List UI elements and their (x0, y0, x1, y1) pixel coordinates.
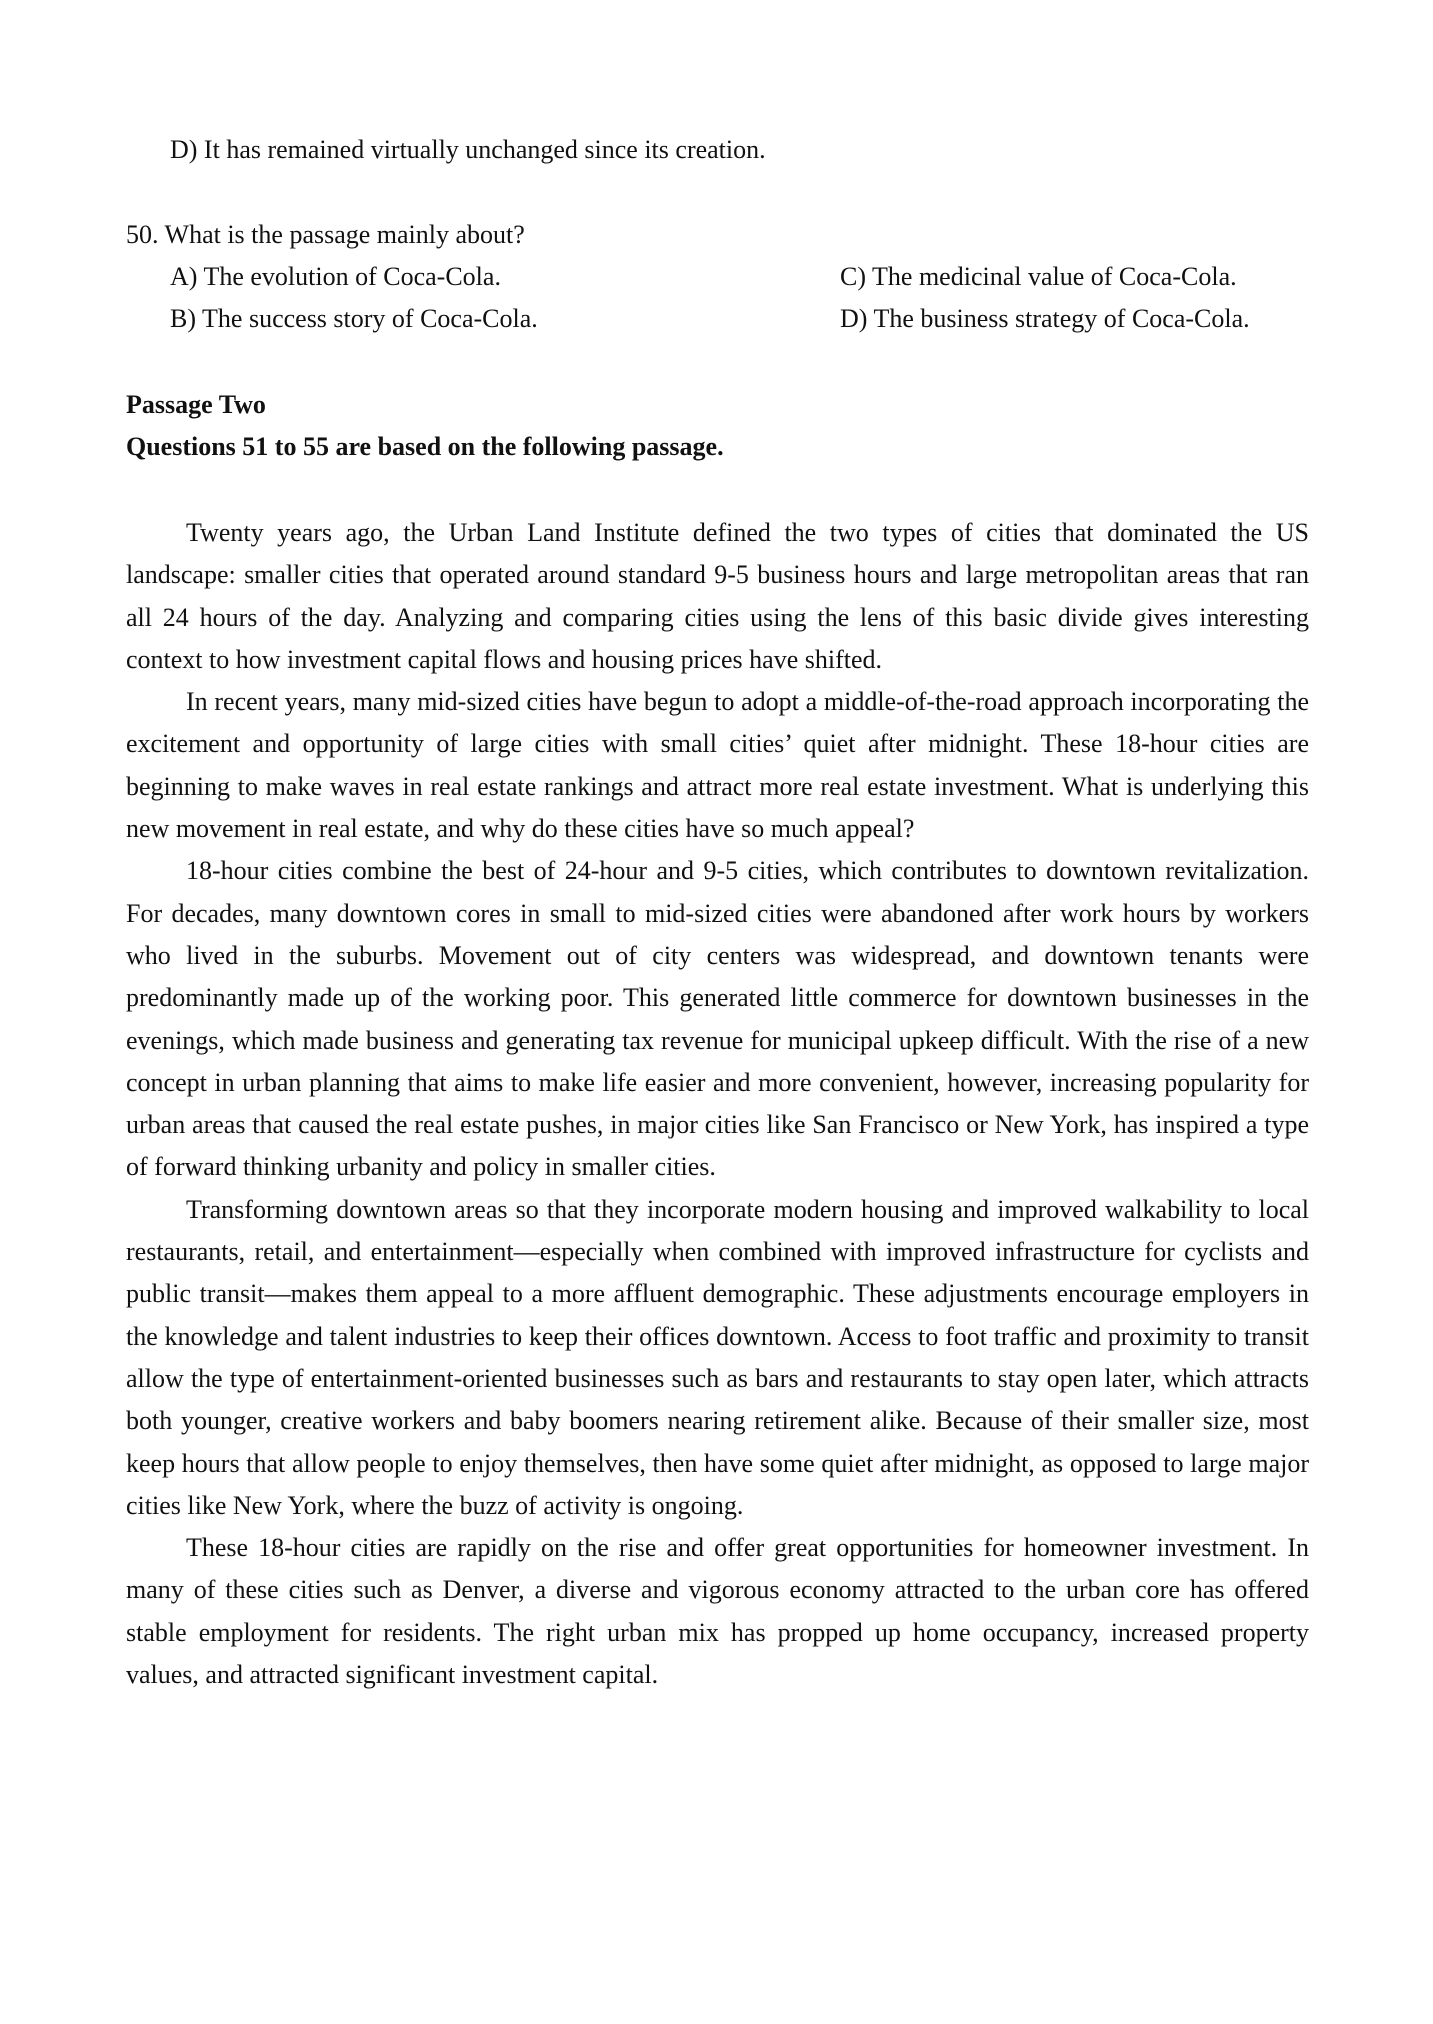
prev-question-option-d: D) It has remained virtually unchanged since its creation. (170, 135, 766, 164)
question-50-stem: 50. What is the passage mainly about? (126, 220, 525, 249)
section-instruction: Questions 51 to 55 are based on the following passage. (126, 432, 724, 461)
passage-paragraph-5: These 18-hour cities are rapidly on the rise and offer great opportunities for homeowner investment. In many of these cities such as Denver, a diverse and vigorous economy attracted to the urban core has offered stable employment for residents. The right urban mix has propped up home occupancy, increased property values, and attracted significant investment capital. (126, 1533, 1309, 1690)
section-title: Passage Two (126, 390, 266, 419)
passage-body (126, 512, 1309, 1696)
passage-paragraph-1: Twenty years ago, the Urban Land Institute defined the two types of cities that dominated the US landscape: smaller cities that operated around standard 9-5 business hours and large metropolitan areas that ran all 24 hours of the day. Analyzing and comparing cities using the lens of this basic divide gives interesting context to how investment capital flows and housing prices have shifted. (126, 518, 1309, 674)
question-50-option-c: C) The medicinal value of Coca-Cola. (840, 262, 1237, 291)
question-50-option-a: A) The evolution of Coca-Cola. (170, 262, 501, 291)
passage-paragraph-3: 18-hour cities combine the best of 24-hour and 9-5 cities, which contributes to downtown revitalization. For decades, many downtown cores in small to mid-sized cities were abandoned after work hours by workers who lived in the suburbs. Movement out of city centers was widespread, and downtown tenants were predominantly made up of the working poor. This generated little commerce for downtown businesses in the evenings, which made business and generating tax revenue for municipal upkeep difficult. With the rise of a new concept in urban planning that aims to make life easier and more convenient, however, increasing popularity for urban areas that caused the real estate pushes, in major cities like San Francisco or New York, has inspired a type of forward thinking urbanity and policy in smaller cities. (126, 856, 1309, 1182)
passage-paragraph-4: Transforming downtown areas so that they incorporate modern housing and improved walkability to local restaurants, retail, and entertainment—especially when combined with improved infrastructure for cyclists and public transit—makes them appeal to a more affluent demographic. These adjustments encourage employers in the knowledge and talent industries to keep their offices downtown. Access to foot traffic and proximity to transit allow the type of entertainment-oriented businesses such as bars and restaurants to stay open later, which attracts both younger, creative workers and baby boomers nearing retirement alike. Because of their smaller size, most keep hours that allow people to enjoy themselves, then have some quiet after midnight, as opposed to large major cities like New York, where the buzz of activity is ongoing. (126, 1194, 1309, 1520)
passage-paragraph-2: In recent years, many mid-sized cities have begun to adopt a middle-of-the-road approach incorporating the excitement and opportunity of large cities with small cities’ quiet after midnight. These 18-hour cities are beginning to make waves in real estate rankings and attract more real estate investment. What is underlying this new movement in real estate, and why do these cities have so much appeal? (126, 687, 1309, 844)
question-50-option-b: B) The success story of Coca-Cola. (170, 304, 538, 333)
question-50-option-d: D) The business strategy of Coca-Cola. (840, 304, 1250, 333)
